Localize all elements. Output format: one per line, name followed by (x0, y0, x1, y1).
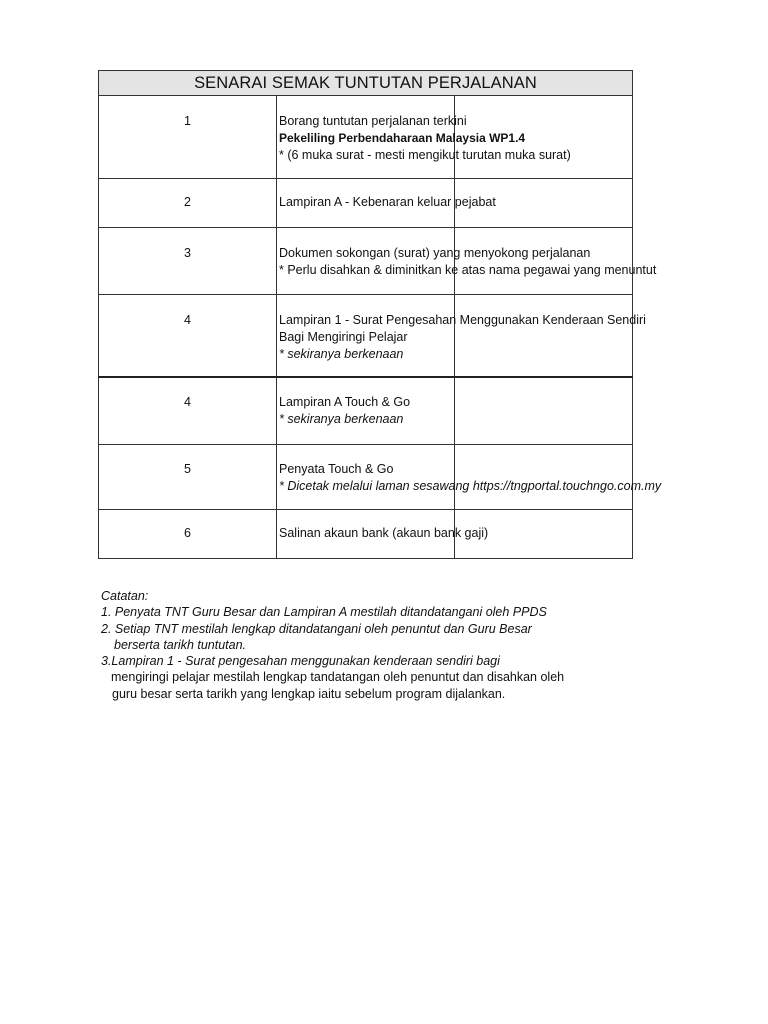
notes-heading: Catatan: (101, 589, 149, 603)
description-line: * Dicetak melalui laman sesawang https://tngportal.touchngo.com.my (279, 479, 662, 493)
description-line: Dokumen sokongan (surat) yang menyokong perjalanan (279, 246, 591, 260)
note-line: 1. Penyata TNT Guru Besar dan Lampiran A mestilah ditandatangani oleh PPDS (101, 605, 547, 620)
description-line: Salinan akaun bank (akaun bank gaji) (279, 526, 489, 540)
description-line: Borang tuntutan perjalanan terkini (279, 114, 467, 128)
row-description (277, 445, 662, 510)
description-line: Penyata Touch & Go (279, 462, 394, 476)
note-line: guru besar serta tarikh yang lengkap iaitu sebelum program dijalankan. (112, 686, 506, 701)
check-box-cell[interactable] (455, 295, 633, 378)
table-row (99, 179, 633, 228)
table-row (99, 228, 633, 295)
page-title: SENARAI SEMAK TUNTUTAN PERJALANAN (99, 71, 633, 96)
table-title-row (99, 71, 633, 96)
row-description (277, 179, 496, 228)
row-number: 2 (99, 179, 277, 228)
table-row (99, 445, 633, 510)
description-line: * sekiranya berkenaan (279, 347, 404, 361)
description-line: * Perlu disahkan & diminitkan ke atas nama pegawai yang menuntut (279, 263, 657, 277)
row-number: 5 (99, 445, 277, 510)
table-row (99, 96, 633, 179)
check-box-cell[interactable] (455, 228, 633, 295)
table-row (99, 295, 633, 378)
description-line: Lampiran A Touch & Go (279, 395, 411, 409)
description-line: * sekiranya berkenaan (279, 412, 404, 426)
check-box-cell[interactable] (455, 445, 633, 510)
description-line: Lampiran A - Kebenaran keluar pejabat (279, 195, 496, 209)
check-box-cell[interactable] (455, 377, 633, 445)
note-line: 3.Lampiran 1 - Surat pengesahan menggunakan kenderaan sendiri bagi (101, 654, 500, 669)
table-row (99, 510, 633, 559)
notes-section (101, 588, 621, 702)
description-line: Pekeliling Perbendaharaan Malaysia WP1.4 (279, 131, 526, 145)
note-line: berserta tarikh tuntutan. (114, 637, 247, 652)
description-line: Lampiran 1 - Surat Pengesahan Menggunakan Kenderaan Sendiri (279, 313, 646, 327)
row-number: 3 (99, 228, 277, 295)
description-line: Bagi Mengiringi Pelajar (279, 330, 408, 344)
checklist-table (98, 70, 662, 559)
note-line: 2. Setiap TNT mestilah lengkap ditandatangani oleh penuntut dan Guru Besar (101, 621, 532, 636)
row-number: 4 (99, 295, 277, 378)
row-number: 6 (99, 510, 277, 559)
row-number: 1 (99, 96, 277, 179)
row-description (277, 510, 489, 559)
row-description (277, 377, 455, 445)
note-line: mengiringi pelajar mestilah lengkap tandatangan oleh penuntut dan disahkan oleh (111, 670, 565, 685)
row-description (277, 96, 571, 179)
description-line: * (6 muka surat - mesti mengikut turutan muka surat) (279, 148, 571, 162)
row-description (277, 295, 646, 378)
row-number: 4 (99, 377, 277, 445)
table-row (99, 377, 633, 445)
row-description (277, 228, 657, 295)
